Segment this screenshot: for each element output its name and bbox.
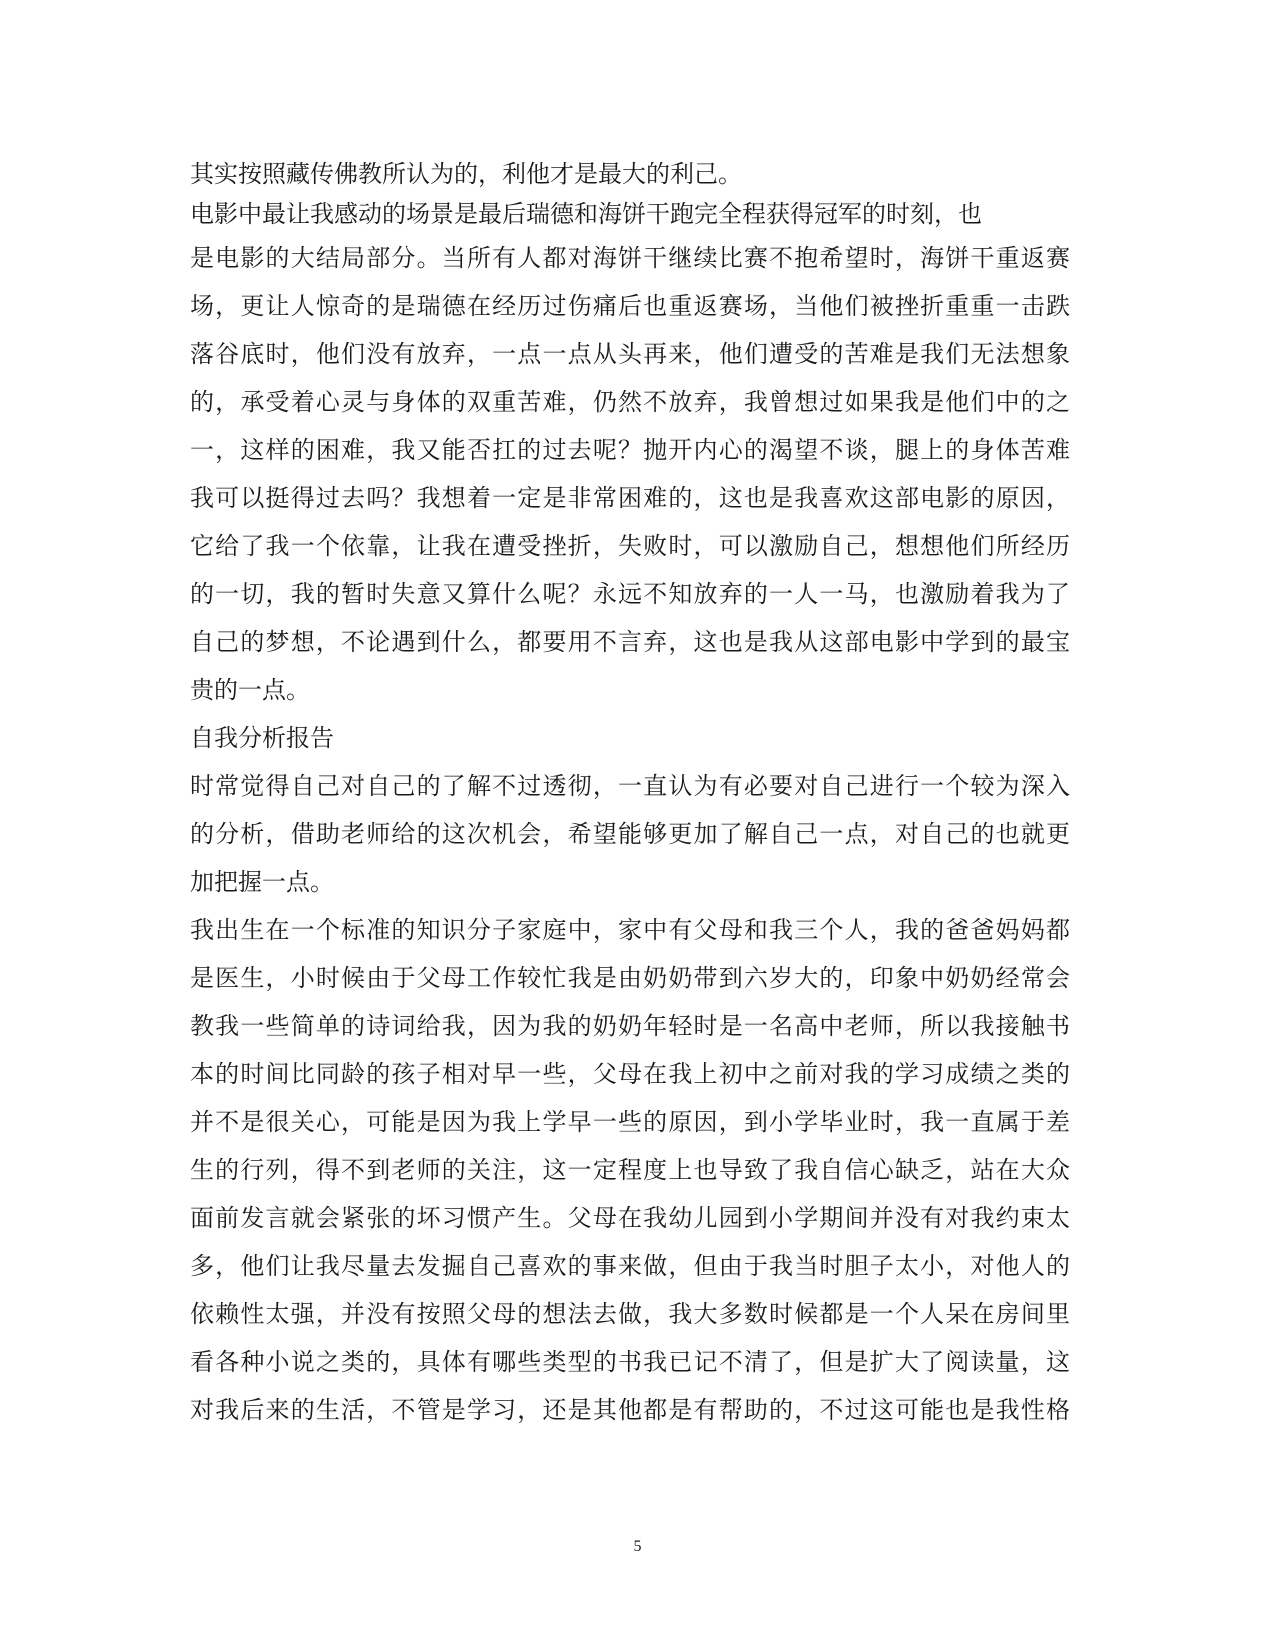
text-line: 并不是很关心，可能是因为我上学早一些的原因，到小学毕业时，我一直属于差 xyxy=(190,1108,1070,1136)
text-line: 落谷底时，他们没有放弃，一点一点从头再来，他们遭受的苦难是我们无法想象 xyxy=(190,340,1070,368)
text-line: 电影中最让我感动的场景是最后瑞德和海饼干跑完全程获得冠军的时刻，也 xyxy=(190,200,982,228)
body-text xyxy=(190,154,1070,1434)
text-line: 我出生在一个标准的知识分子家庭中，家中有父母和我三个人，我的爸爸妈妈都 xyxy=(190,916,1070,944)
text-line: 它给了我一个依靠，让我在遭受挫折，失败时，可以激励自己，想想他们所经历 xyxy=(190,532,1070,560)
text-line: 是医生，小时候由于父母工作较忙我是由奶奶带到六岁大的，印象中奶奶经常会 xyxy=(190,964,1070,992)
text-line: 的分析，借助老师给的这次机会，希望能够更加了解自己一点，对自己的也就更 xyxy=(190,820,1070,848)
text-line: 面前发言就会紧张的坏习惯产生。父母在我幼儿园到小学期间并没有对我约束太 xyxy=(190,1204,1070,1232)
text-line: 生的行列，得不到老师的关注，这一定程度上也导致了我自信心缺乏，站在大众 xyxy=(190,1156,1070,1184)
text-line: 我可以挺得过去吗？我想着一定是非常困难的，这也是我喜欢这部电影的原因， xyxy=(190,484,1070,512)
text-line: 本的时间比同龄的孩子相对早一些，父母在我上初中之前对我的学习成绩之类的 xyxy=(190,1060,1070,1088)
text-line: 场，更让人惊奇的是瑞德在经历过伤痛后也重返赛场，当他们被挫折重重一击跌 xyxy=(190,292,1070,320)
text-line: 时常觉得自己对自己的了解不过透彻，一直认为有必要对自己进行一个较为深入 xyxy=(190,772,1070,800)
text-line: 自己的梦想，不论遇到什么，都要用不言弃，这也是我从这部电影中学到的最宝 xyxy=(190,628,1070,656)
text-line: 的，承受着心灵与身体的双重苦难，仍然不放弃，我曾想过如果我是他们中的之 xyxy=(190,388,1070,416)
text-line: 多，他们让我尽量去发掘自己喜欢的事来做，但由于我当时胆子太小，对他人的 xyxy=(190,1252,1070,1280)
text-line: 依赖性太强，并没有按照父母的想法去做，我大多数时候都是一个人呆在房间里 xyxy=(190,1300,1070,1328)
text-line: 贵的一点。 xyxy=(190,676,310,704)
text-line: 是电影的大结局部分。当所有人都对海饼干继续比赛不抱希望时，海饼干重返赛 xyxy=(190,244,1070,272)
section-heading: 自我分析报告 xyxy=(190,724,334,752)
text-line: 教我一些简单的诗词给我，因为我的奶奶年轻时是一名高中老师，所以我接触书 xyxy=(190,1012,1070,1040)
page-number: 5 xyxy=(633,1538,642,1555)
text-line: 一，这样的困难，我又能否扛的过去呢？抛开内心的渴望不谈，腿上的身体苦难 xyxy=(190,436,1070,464)
text-line: 的一切，我的暂时失意又算什么呢？永远不知放弃的一人一马，也激励着我为了 xyxy=(190,580,1070,608)
text-line: 加把握一点。 xyxy=(190,868,334,896)
text-line: 对我后来的生活，不管是学习，还是其他都是有帮助的，不过这可能也是我性格 xyxy=(190,1396,1070,1424)
text-line: 其实按照藏传佛教所认为的，利他才是最大的利己。 xyxy=(190,160,742,188)
text-line: 看各种小说之类的，具体有哪些类型的书我已记不清了，但是扩大了阅读量，这 xyxy=(190,1348,1070,1376)
